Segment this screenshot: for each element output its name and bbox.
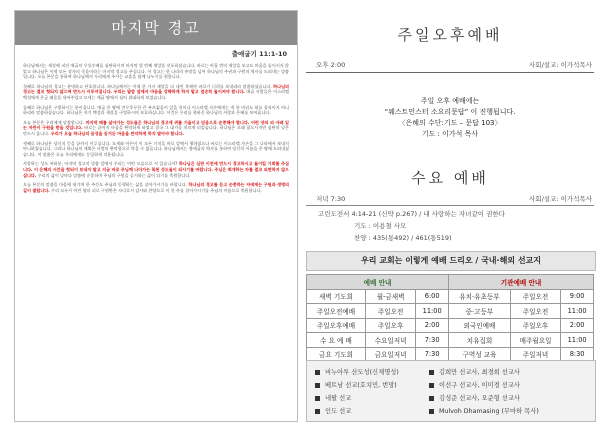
sermon-paragraph <box>23 120 289 137</box>
sermon-highlight: 하나님의 경고는 결코 헛되지 않으며 반드시 이루어집니다. 우리는 말씀 앞에서 마음을 강퍅하게 하지 말고 겸손히 돌이켜야 합니다. <box>23 83 289 95</box>
sermon-text: 우리의 삶이 날마다 말씀에 순종하며 주님의 구원을 증거하는 삶이 되기를 축원합니다. <box>36 172 191 178</box>
schedule-row <box>307 318 594 333</box>
schedule-cell: 매주월요일 <box>510 333 560 348</box>
worship-mission-banner: 우리 교회는 이렇게 예배 드리오 / 국내·해외 선교지 <box>306 251 596 271</box>
mission-country: 베트남 선교(호치민, 번망) <box>325 382 397 389</box>
sermon-paragraph <box>23 141 289 158</box>
sermon-highlight: 우리가 오늘 하나님의 음성을 듣거든 마음을 완악하게 하지 말아야 합니다. <box>49 130 184 136</box>
sermon-paragraph <box>23 63 289 80</box>
sermon-paragraph <box>23 105 289 116</box>
sermon-text: 애굽 사람들은 이스라엘 백성에게 은금 패물을 내어주었고 모세는 애굽 땅에서 심히 위대하게 보였습니다. <box>23 89 289 100</box>
schedule-cell: 11:00 <box>561 304 594 319</box>
schedule-cell: 치유집회 <box>449 333 511 348</box>
bullet-icon <box>315 383 320 388</box>
sermon-paragraph <box>23 182 289 193</box>
sunday-pm-meta <box>316 60 592 69</box>
mission-country: 비누아투 산도성(신제명성) <box>325 369 399 376</box>
bullet-icon <box>429 396 434 401</box>
schedule-cell: 11:00 <box>561 333 594 348</box>
bullet-icon <box>429 383 434 388</box>
mission-list <box>306 360 596 422</box>
schedule-cell: 주일오전 <box>510 304 560 319</box>
mission-missionaries: 김희만 선교사, 최경희 선교사 <box>439 369 520 376</box>
sermon-title: 마지막 경고 <box>15 11 297 45</box>
schedule-cell: 금요 기도회 <box>307 347 366 362</box>
sermon-text: 셋째로 하나님은 당신의 뜻을 끝까지 이루십니다. 모세와 아론이 이 모든 기적을 바로 앞에서 행하였으나 바로는 이스라엘 자손을 그 나라에서 보내지 아니하였습니다. 그러나 하나님의 계획은 사람의 완악함으로 막을 수 없습니다. 하나님께서는 출애굽의 역사를 통하여 당신의 이름을 온 땅에 드러내셨습니다. 이 말씀은 오늘 우리에게도 동일하게 적용됩니다. <box>23 140 289 157</box>
wednesday-leader: 사회/설교: 이가석목사 <box>529 195 592 203</box>
schedule-cell: 주일오전 <box>510 289 560 304</box>
schedule-cell: 주일오전예배 <box>307 304 366 319</box>
sunday-pm-notice-3: 〈은혜의 수단:기도 – 문답 103〉 <box>398 119 502 127</box>
schedule-cell: 2:00 <box>561 318 594 333</box>
schedule-header-left: 예배 안내 <box>307 275 449 290</box>
mission-country: 네팔 선교 <box>325 395 352 402</box>
schedule-panel <box>306 10 594 420</box>
sermon-highlight: 마지막 때를 살아가는 성도들은 하나님의 경고에 귀를 기울이고 믿음으로 순종해야 합니다. 어린 양의 피 아래 있는 자만이 구원을 받을 것입니다. <box>23 119 289 131</box>
schedule-cell: 주일오후예배 <box>307 318 366 333</box>
bullet-icon <box>315 409 320 414</box>
sermon-panel <box>14 10 298 422</box>
mission-item <box>315 393 587 405</box>
sermon-text: 바로는 끝까지 마음을 완악하게 하였고 결국 그 대가를 치르게 되었습니다. 하나님은 오래 참으시지만 심판의 날은 반드시 옵니다. <box>23 125 289 136</box>
schedule-cell: 금요일저녁 <box>365 347 415 362</box>
sermon-text: 오늘 본문의 말씀을 마음에 새기며 한 주간도 주님과 동행하는 삶을 살아가시기를 바랍니다. <box>23 182 189 188</box>
schedule-cell: 주일오후 <box>510 318 560 333</box>
schedule-row <box>307 333 594 348</box>
sermon-verse: 출애굽기 11:1-10 <box>231 50 287 58</box>
sermon-paragraph <box>23 161 289 178</box>
schedule-cell: 수요일저녁 <box>365 333 415 348</box>
schedule-header-row <box>307 275 594 290</box>
schedule-cell: 수 요 예 배 <box>307 333 366 348</box>
schedule-cell: 주일오후 <box>365 318 415 333</box>
sermon-paragraph <box>23 84 289 101</box>
bullet-icon <box>429 370 434 375</box>
sunday-pm-notice-4: 기도 : 이가석 목사 <box>421 130 479 138</box>
schedule-cell: 주일오전 <box>365 304 415 319</box>
mission-item <box>315 406 587 418</box>
mission-missionaries: Mulvoh Dhamasing (무마하 목사) <box>439 408 539 415</box>
mission-item <box>315 380 587 392</box>
bullet-icon <box>315 396 320 401</box>
schedule-cell: 2:00 <box>416 318 449 333</box>
mission-country: 인도 선교 <box>325 408 352 415</box>
sunday-pm-title: 주일오후예배 <box>397 26 503 44</box>
sermon-highlight: 하나님의 경고를 듣고 순종하는 자에게는 구원과 생명의 길이 열립니다. <box>23 182 289 193</box>
sermon-text: 하나님께서는 세상에 퍼진 애굽의 우상숭배를 심판하시며 마지막 열 번째 재앙을 선포하셨습니다. 바로는 아홉 번의 재앙을 보고도 마음을 돌이키지 않았고 하나님은 이제 모든 장자의 죽음이라는 마지막 경고를 주십니다. 이 경고는 한 나라의 흥망을 넘어 하나님의 주권과 구원의 역사를 드러내는 말씀입니다. 오늘 본문을 통하여 하나님께서 우리에게 주시는 교훈을 함께 나누기를 원합니다. <box>23 63 289 80</box>
schedule-cell: 주일저녁 <box>510 347 560 362</box>
sermon-text: 첫째로 하나님의 경고는 분명하고 단호합니다. 하나님께서는 이제 한 가지 재앙을 더 내린 후에야 바로가 너희를 보내리라 말씀하셨습니다. <box>23 83 274 89</box>
schedule-cell: 외국인예배 <box>449 318 511 333</box>
schedule-cell: 7:30 <box>416 333 449 348</box>
mission-item <box>315 367 587 379</box>
sunday-pm-notice-1: 주일 오후 예배에는 <box>420 97 480 105</box>
sunday-pm-leader: 사회/설교: 이가석목사 <box>529 61 592 69</box>
wednesday-time: 저녁 7:30 <box>316 195 346 203</box>
schedule-cell: 11:00 <box>416 304 449 319</box>
wednesday-hymns: 찬양 : 435(통492) / 461(통519) <box>354 234 452 242</box>
sermon-highlight: 하나님은 심판 이전에 반드시 경고하시고 돌이킬 기회를 주십니다. 이 은혜의 시간을 헛되이 보내지 말고 지금 바로 주님께 나아가는 복된 성도들이 되시기를 바랍니다. 주님은 회개하는 자를 결코 외면하지 않으십니다. <box>23 161 289 178</box>
mission-missionaries: 이선구 선교사, 이미경 선교사 <box>439 382 520 389</box>
schedule-cell: 7:30 <box>416 347 449 362</box>
sermon-text: 사랑하는 성도 여러분, 마지막 경고의 말씀 앞에서 우리는 어떤 모습으로 서 있습니까? <box>23 161 179 167</box>
schedule-header-right: 기관예배 안내 <box>449 275 594 290</box>
divider <box>306 72 594 73</box>
sermon-body <box>23 63 289 415</box>
schedule-cell: 유치·유초등부 <box>449 289 511 304</box>
sermon-text: 오늘 본문은 우리에게 말씀합니다. <box>23 119 86 125</box>
wednesday-title: 수요 예배 <box>411 169 489 187</box>
wednesday-scripture: 고린도전서 4:14-21 (신약 p.267) / 내 사랑하는 자녀같이 권한다 <box>318 210 505 218</box>
sunday-pm-notice-2: “웨스트민스터 소요리문답” 이 진행됩니다. <box>384 108 516 116</box>
divider <box>306 205 594 206</box>
worship-schedule-table <box>306 274 594 362</box>
wednesday-meta <box>316 194 592 203</box>
schedule-row <box>307 289 594 304</box>
schedule-cell: 6:00 <box>416 289 449 304</box>
schedule-row <box>307 304 594 319</box>
schedule-cell: 새벽 기도회 <box>307 289 366 304</box>
schedule-cell: 중·고등부 <box>449 304 511 319</box>
schedule-cell: 9:00 <box>561 289 594 304</box>
sermon-text: 우리 모두가 어린 양의 피로 구원받은 자녀로서 감사와 찬양으로 이 한 주를 살아가시기를 주님의 이름으로 축원합니다. <box>49 187 262 193</box>
sunday-pm-time: 오후 2:00 <box>316 61 346 69</box>
sermon-text: 둘째로 하나님은 구별하시는 분이십니다. 애굽 온 땅에 전무후무한 큰 부르짖음이 있을 것이나 이스라엘 자손에게는 개 한 마리도 혀를 움직이지 아니하리라 말씀하셨습니다. 하나님은 자기 백성과 세상을 구별하시며 보호하십니다. 이것은 우리를 향하신 하나님의 사랑과 은혜를 보여줍니다. <box>23 104 289 116</box>
bullet-icon <box>429 409 434 414</box>
mission-missionaries: 김성준 선교사, 오준형 선교사 <box>439 395 520 402</box>
wednesday-prayer: 기도 : 이용철 사모 <box>354 222 407 230</box>
schedule-cell: 8:30 <box>561 347 594 362</box>
schedule-cell: 월-금새벽 <box>365 289 415 304</box>
bullet-icon <box>315 370 320 375</box>
schedule-cell: 구역성 교육 <box>449 347 511 362</box>
